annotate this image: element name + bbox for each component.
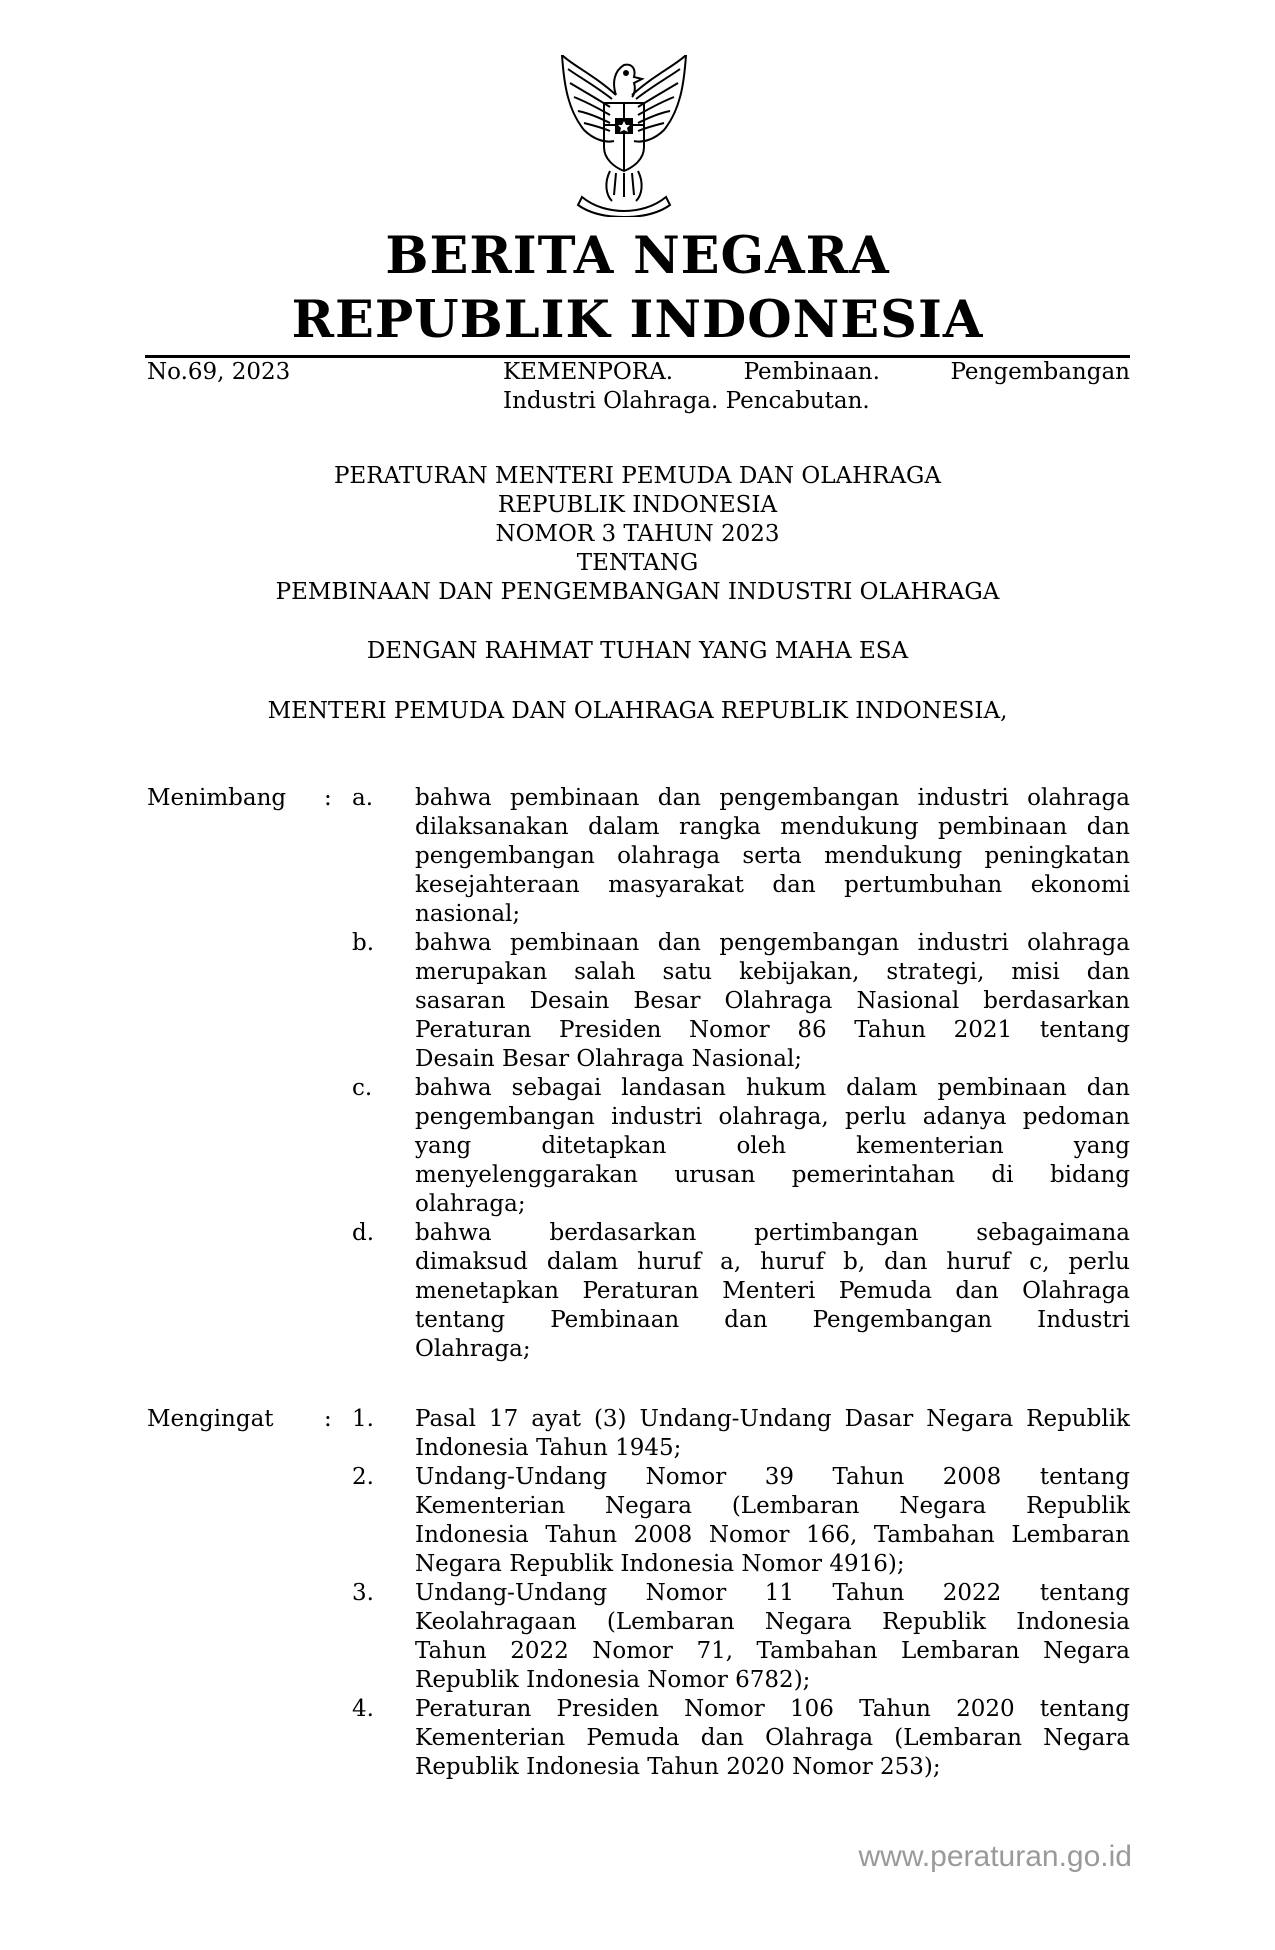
regulation-title-line: NOMOR 3 TAHUN 2023 xyxy=(495,521,780,547)
item-line: bahwa pembinaan dan pengembangan industri olahraga xyxy=(415,930,1130,956)
mengingat-label: Mengingat xyxy=(147,1406,274,1432)
item-line: pengembangan olahraga serta mendukung peningkatan xyxy=(415,843,1130,869)
item-line: Tahun 2022 Nomor 71, Tambahan Lembaran Negara xyxy=(415,1638,1130,1664)
item-line: Kementerian Pemuda dan Olahraga (Lembaran Negara xyxy=(415,1725,1130,1751)
item-marker: 2. xyxy=(352,1464,374,1490)
item-line: menetapkan Peraturan Menteri Pemuda dan Olahraga xyxy=(415,1278,1130,1304)
item-line: Olahraga; xyxy=(415,1336,531,1362)
website-link[interactable]: www.peraturan.go.id xyxy=(858,1840,1132,1873)
masthead-line-1: BERITA NEGARA xyxy=(385,226,890,286)
menimbang-item-a xyxy=(415,784,1130,929)
item-line: Peraturan Presiden Nomor 106 Tahun 2020 tentang xyxy=(415,1696,1130,1722)
item-marker: 3. xyxy=(352,1580,374,1606)
item-line: Negara Republik Indonesia Nomor 4916); xyxy=(415,1551,905,1577)
item-line: dimaksud dalam huruf a, huruf b, dan huruf c, perlu xyxy=(415,1249,1130,1275)
item-line: Republik Indonesia Nomor 6782); xyxy=(415,1667,811,1693)
item-line: sasaran Desain Besar Olahraga Nasional berdasarkan xyxy=(415,988,1130,1014)
gazette-number: No.69, 2023 xyxy=(147,359,291,385)
item-line: Kementerian Negara (Lembaran Negara Republik xyxy=(415,1493,1130,1519)
item-line: Undang-Undang Nomor 11 Tahun 2022 tentang xyxy=(415,1580,1130,1606)
item-line: Desain Besar Olahraga Nasional; xyxy=(415,1046,803,1072)
gazette-subject-line: Industri Olahraga. Pencabutan. xyxy=(503,388,870,414)
item-line: pengembangan industri olahraga, perlu adanya pedoman xyxy=(415,1104,1130,1130)
menimbang-item-b xyxy=(415,929,1130,1074)
item-line: Pasal 17 ayat (3) Undang-Undang Dasar Negara Republik xyxy=(415,1406,1130,1432)
menimbang-label: Menimbang xyxy=(147,785,287,811)
garuda-emblem-icon xyxy=(554,55,694,217)
item-marker: 4. xyxy=(352,1696,374,1722)
regulation-title-line: PERATURAN MENTERI PEMUDA DAN OLAHRAGA xyxy=(333,463,942,489)
issuer: MENTERI PEMUDA DAN OLAHRAGA REPUBLIK INDONESIA, xyxy=(267,698,1008,724)
mengingat-item-4 xyxy=(415,1695,1130,1782)
menimbang-colon: : xyxy=(324,785,332,811)
gazette-subject-line: KEMENPORA. Pembinaan. Pengembangan xyxy=(503,359,1130,385)
gazette-subject xyxy=(503,358,1130,416)
item-marker: c. xyxy=(352,1075,373,1101)
item-line: Peraturan Presiden Nomor 86 Tahun 2021 tentang xyxy=(415,1017,1130,1043)
item-line: kesejahteraan masyarakat dan pertumbuhan ekonomi xyxy=(415,872,1130,898)
item-marker: 1. xyxy=(352,1406,374,1432)
menimbang-item-d xyxy=(415,1219,1130,1364)
item-line: menyelenggarakan urusan pemerintahan di bidang xyxy=(415,1162,1130,1188)
item-line: bahwa berdasarkan pertimbangan sebagaimana xyxy=(415,1220,1130,1246)
item-line: Undang-Undang Nomor 39 Tahun 2008 tentang xyxy=(415,1464,1130,1490)
item-line: Indonesia Tahun 1945; xyxy=(415,1435,682,1461)
item-line: yang ditetapkan oleh kementerian yang xyxy=(415,1133,1130,1159)
item-line: dilaksanakan dalam rangka mendukung pembinaan dan xyxy=(415,814,1130,840)
item-line: tentang Pembinaan dan Pengembangan Industri xyxy=(415,1307,1130,1333)
item-line: nasional; xyxy=(415,901,521,927)
item-line: olahraga; xyxy=(415,1191,526,1217)
menimbang-item-c xyxy=(415,1074,1130,1219)
mengingat-item-2 xyxy=(415,1463,1130,1579)
item-marker: a. xyxy=(352,785,374,811)
item-line: bahwa pembinaan dan pengembangan industri olahraga xyxy=(415,785,1130,811)
item-line: Indonesia Tahun 2008 Nomor 166, Tambahan Lembaran xyxy=(415,1522,1130,1548)
item-line: Republik Indonesia Tahun 2020 Nomor 253); xyxy=(415,1754,941,1780)
mengingat-item-3 xyxy=(415,1579,1130,1695)
item-marker: b. xyxy=(352,930,375,956)
invocation: DENGAN RAHMAT TUHAN YANG MAHA ESA xyxy=(366,638,909,664)
item-line: merupakan salah satu kebijakan, strategi, misi dan xyxy=(415,959,1130,985)
mengingat-item-1 xyxy=(415,1405,1130,1463)
item-line: bahwa sebagai landasan hukum dalam pembinaan dan xyxy=(415,1075,1130,1101)
mengingat-colon: : xyxy=(324,1406,332,1432)
item-marker: d. xyxy=(352,1220,375,1246)
regulation-title-line: REPUBLIK INDONESIA xyxy=(497,492,778,518)
item-line: Keolahragaan (Lembaran Negara Republik Indonesia xyxy=(415,1609,1130,1635)
masthead-line-2: REPUBLIK INDONESIA xyxy=(291,290,984,350)
regulation-title-line: PEMBINAAN DAN PENGEMBANGAN INDUSTRI OLAHRAGA xyxy=(275,579,1000,605)
regulation-title-line: TENTANG xyxy=(576,550,699,576)
